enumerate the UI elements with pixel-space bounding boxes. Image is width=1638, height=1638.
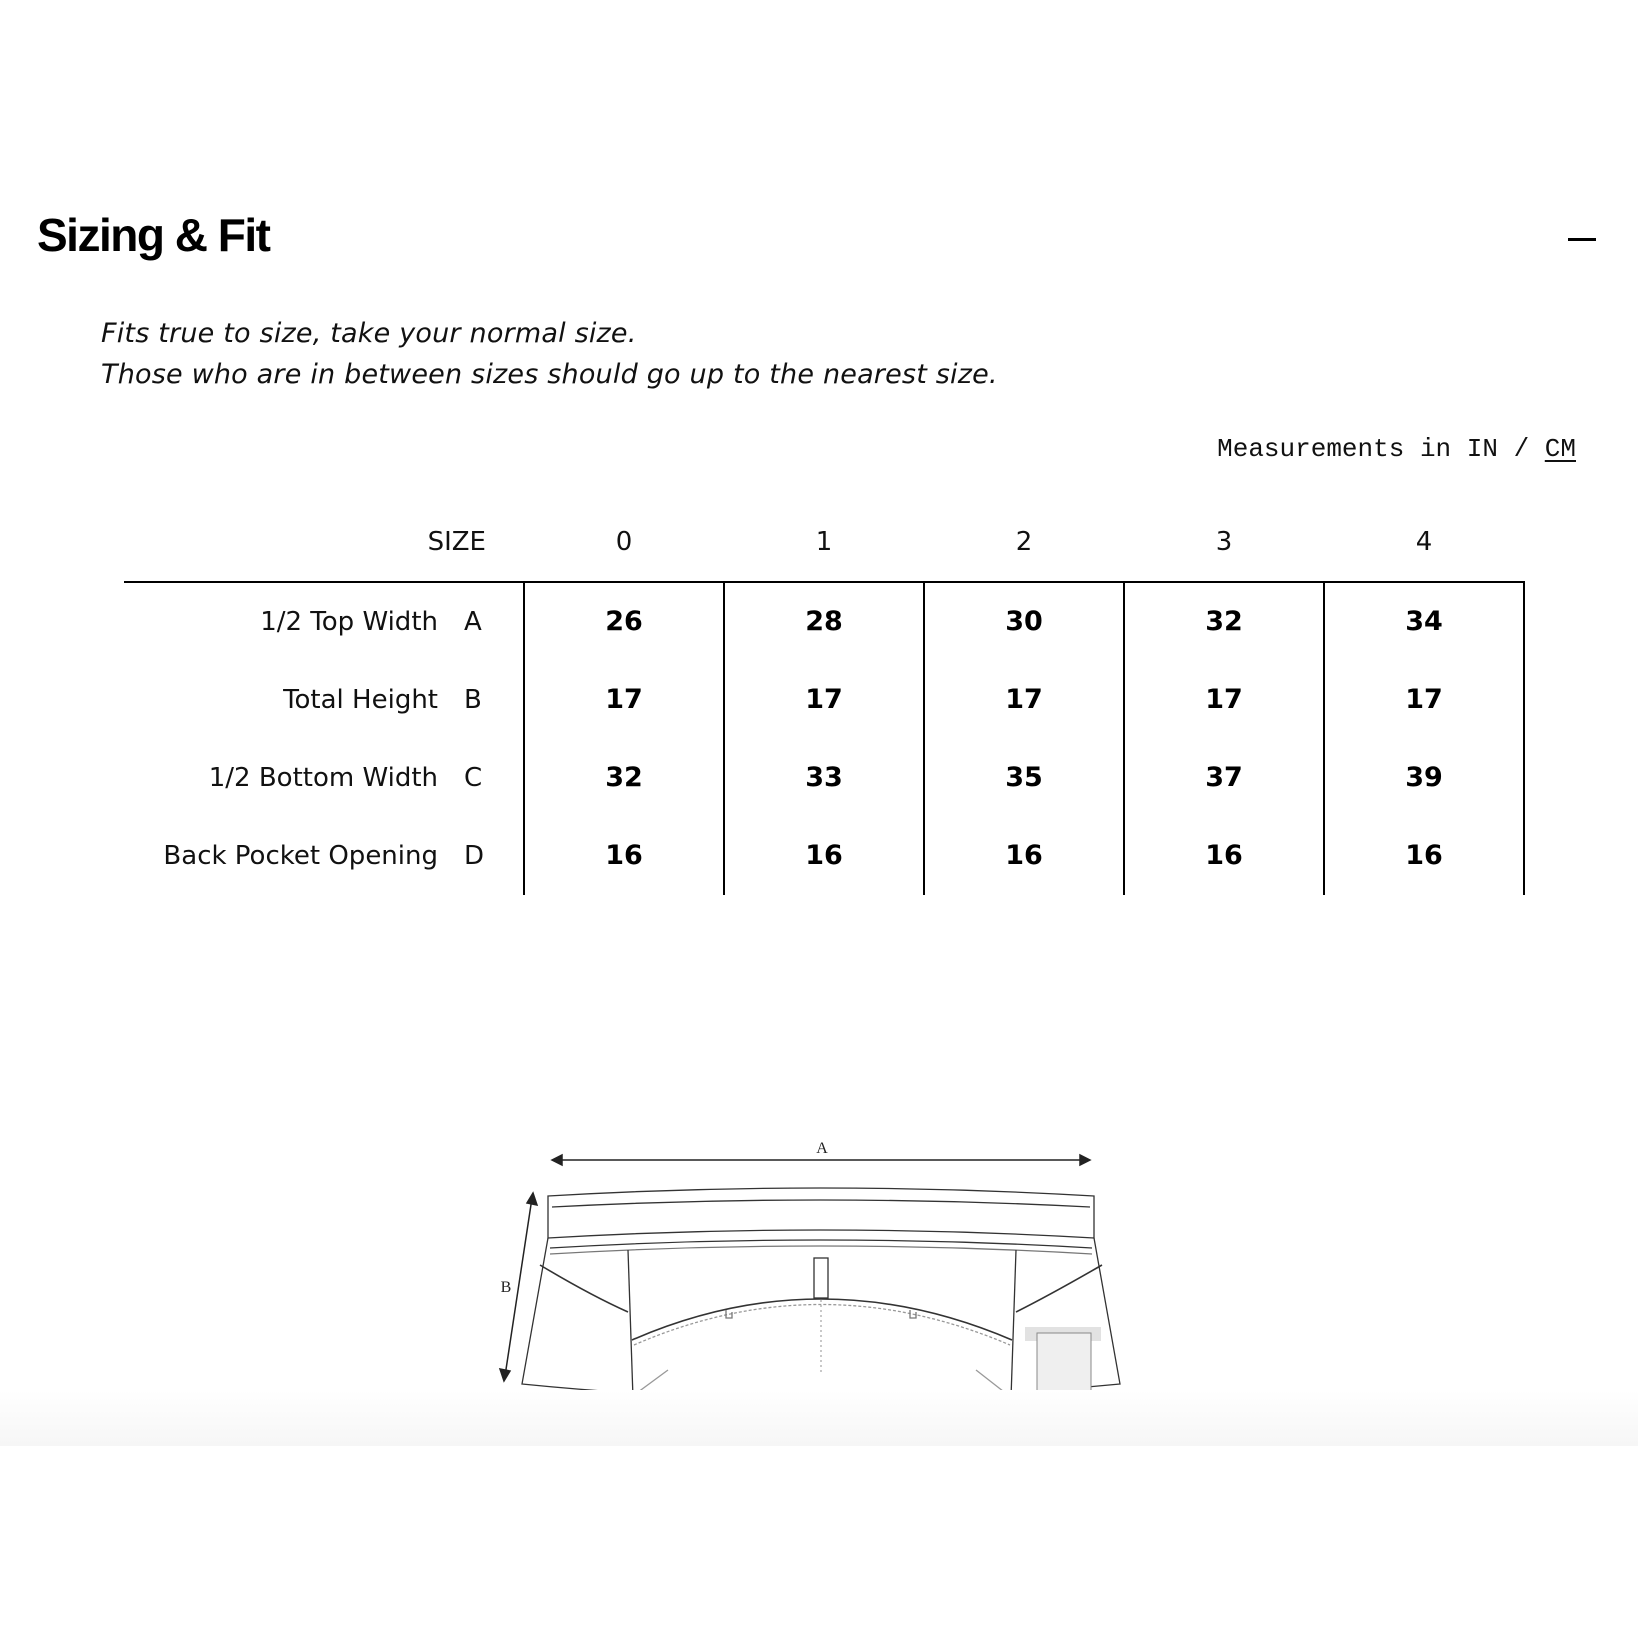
size-header: 0 <box>615 527 633 557</box>
table-cell: 33 <box>805 762 843 793</box>
size-header-label: SIZE <box>427 527 486 557</box>
page-bottom-fade <box>0 1390 1638 1446</box>
table-cell: 17 <box>1205 684 1243 715</box>
size-header: 3 <box>1215 527 1233 557</box>
row-label: Total Height <box>283 685 438 715</box>
row-letter: B <box>464 685 482 715</box>
table-cell: 28 <box>805 606 843 637</box>
unit-toggle <box>1217 434 1576 464</box>
table-header-rule <box>124 581 1525 583</box>
fit-line-1: Fits true to size, take your normal size. <box>101 318 637 349</box>
table-cell: 37 <box>1205 762 1243 793</box>
table-cell: 16 <box>805 840 843 871</box>
unit-cm-button[interactable]: CM <box>1544 434 1576 464</box>
collapse-button[interactable] <box>1568 226 1598 246</box>
minus-icon <box>1568 238 1596 241</box>
table-cell: 30 <box>1005 606 1043 637</box>
units-prefix: Measurements in <box>1217 434 1467 464</box>
row-label: 1/2 Bottom Width <box>208 763 438 793</box>
size-header: 2 <box>1015 527 1033 557</box>
size-header: 4 <box>1415 527 1433 557</box>
table-cell: 35 <box>1005 762 1043 793</box>
table-cell: 32 <box>605 762 643 793</box>
table-cell: 16 <box>1005 840 1043 871</box>
row-label: 1/2 Top Width <box>260 607 438 637</box>
table-cell: 26 <box>605 606 643 637</box>
table-cell: 16 <box>605 840 643 871</box>
size-header: 1 <box>815 527 833 557</box>
table-cell: 34 <box>1405 606 1443 637</box>
dimension-b-label: B <box>500 1279 512 1296</box>
fit-description <box>101 313 998 395</box>
table-cell: 17 <box>805 684 843 715</box>
table-cell: 16 <box>1405 840 1443 871</box>
table-cell: 32 <box>1205 606 1243 637</box>
table-cell: 17 <box>1405 684 1443 715</box>
row-letter: C <box>464 763 483 793</box>
fit-line-2: Those who are in between sizes should go up to the nearest size. <box>101 359 998 390</box>
table-cell: 17 <box>1005 684 1043 715</box>
skirt-outline <box>522 1188 1120 1399</box>
dimension-a-label: A <box>816 1140 828 1157</box>
row-label: Back Pocket Opening <box>163 841 438 871</box>
section-title: Sizing & Fit <box>37 209 270 261</box>
garment-diagram <box>480 1120 1140 1420</box>
table-cell: 39 <box>1405 762 1443 793</box>
table-cell: 17 <box>605 684 643 715</box>
row-letter: D <box>464 841 485 871</box>
table-cell: 16 <box>1205 840 1243 871</box>
row-letter: A <box>464 607 482 637</box>
units-separator: / <box>1497 434 1545 464</box>
unit-in-button[interactable]: IN <box>1466 434 1498 464</box>
